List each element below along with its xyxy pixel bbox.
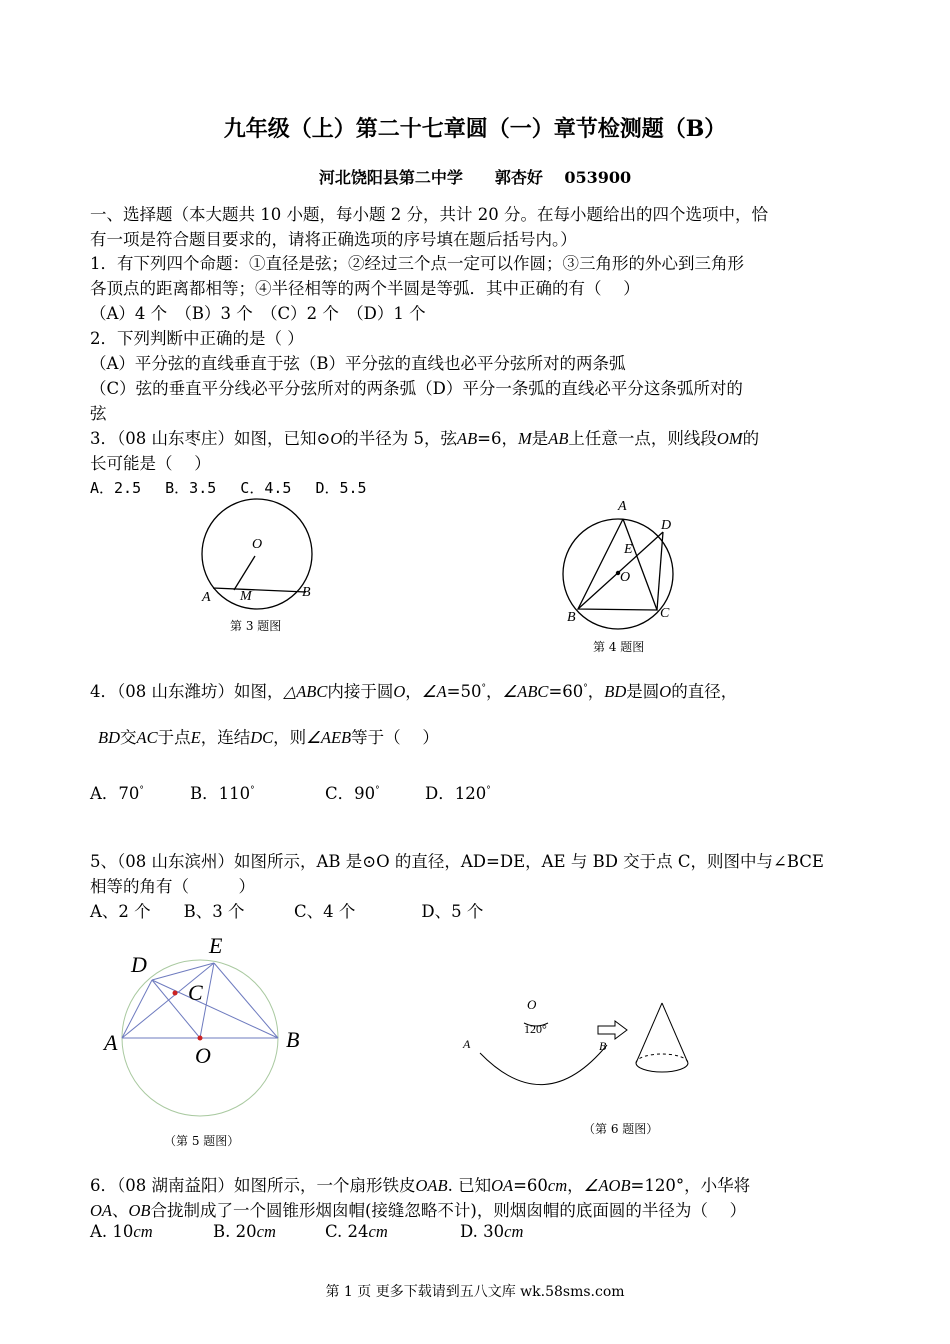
fig3-chord-ab [213,588,306,592]
page-title: 九年级（上）第二十七章圆（一）章节检测题（B） [223,116,727,142]
fig3-segment-om [234,556,255,590]
fig6-cone-base-back [636,1054,688,1063]
fig6-label-o: O [527,997,537,1012]
q4-option-c: C．90° [325,784,380,803]
fig5-point-o [198,1036,203,1041]
q2-line1: 2．下列判断中正确的是（ ） [90,329,304,348]
fig6-label-angle: 120° [524,1022,547,1036]
fig6-label-a: A [463,1037,471,1051]
q3-options: A．2.5 B．3.5 C．4.5 D．5.5 [90,479,367,497]
fig4-label-a: A [618,499,627,514]
q3-line1: 3．（08 山东枣庄）如图，已知⊙O的半径为 5，弦AB=6，M是AB上任意一点，则线段OM的 [90,429,760,448]
fig4-label-d: D [661,518,672,533]
fig6-cone-base-front [636,1063,688,1072]
fig3-label-a: A [202,590,211,605]
fig4-label-b: B [567,610,576,625]
figure-5 [120,960,290,1120]
section-intro-line2: 有一项是符合题目要求的，请将正确选项的序号填在题后括号内。） [90,230,577,249]
figure-6 [470,995,700,1105]
q4-option-a: A．70° [90,784,144,803]
fig5-label-d: D [131,952,147,977]
q4-line1: 4．（08 山东潍坊）如图，△ABC内接于圆O，∠A=50°，∠ABC=60°，BD是圆O的直径， [90,682,738,701]
fig3-label-m: M [240,589,252,604]
fig5-label-c: C [188,980,203,1005]
q5-line1: 5、（08 山东滨州）如图所示，AB 是⊙O 的直径，AD=DE，AE 与 BD 交于点 C，则图中与∠BCE [90,852,824,871]
q1-line1: 1．有下列四个命题：①直径是弦；②经过三个点一定可以作圆；③三角形的外心到三角形 [90,254,744,273]
fig5-label-a: A [104,1030,118,1055]
q6-line2: OA、OB合拢制成了一个圆锥形烟囱帽(接缝忽略不计)，则烟囱帽的底面圆的半径为（ ） [90,1201,747,1220]
q6-option-b: B. 20cm [213,1222,276,1241]
fig5-caption: （第 5 题图） [164,1134,240,1148]
fig5-label-b: B [286,1027,300,1052]
q4-option-d: D．120° [425,784,491,803]
fig4-label-e: E [624,542,633,557]
fig3-label-b: B [302,585,311,600]
q3-line2: 长可能是（ ） [90,454,211,473]
q6-option-d: D. 30cm [460,1222,524,1241]
fig6-label-b: B [599,1039,607,1053]
fig4-label-o: O [620,570,631,585]
q2-line3: （C）弦的垂直平分线必平分弦所对的两条弧（D）平分一条弧的直线必平分这条弧所对的 [90,379,743,398]
fig6-caption: （第 6 题图） [583,1122,659,1136]
fig4-chord-dc [657,532,663,610]
fig6-sector-arc [480,1045,607,1085]
fig5-chord-ad [122,980,152,1038]
q5-options: A、2 个 B、3 个 C、4 个 D、5 个 [90,902,484,921]
q4-option-b: B．110° [190,784,255,803]
page-footer: 第 1 页 更多下载请到五八文库 wk.58sms.com [325,1284,625,1300]
section-intro-line1: 一、选择题（本大题共 10 小题，每小题 2 分，共计 20 分。在每小题给出的四个选项中，恰 [90,205,768,224]
fig4-caption: 第 4 题图 [593,640,645,654]
fig5-point-c [173,991,178,996]
q5-line2: 相等的角有（ ） [90,877,255,896]
q1-options: （A）4 个 （B）3 个 （C）2 个 （D）1 个 [90,304,426,323]
fig5-chord-de [152,963,214,980]
fig4-label-c: C [660,606,670,621]
fig5-chord-db [152,980,278,1038]
fig3-circle [202,499,312,609]
q6-option-a: A. 10cm [90,1222,153,1241]
q6-option-c: C. 24cm [325,1222,388,1241]
fig5-label-e: E [209,933,223,958]
q1-line2: 各顶点的距离都相等；④半径相等的两个半圆是等弧．其中正确的有（ ） [90,279,640,298]
q4-line2: BD交AC于点E，连结DC，则∠AEB等于（ ） [98,728,439,747]
fig6-arrow-icon [598,1021,627,1039]
fig3-caption: 第 3 题图 [230,619,282,633]
page-subtitle: 河北饶阳县第二中学 郭杏好 053900 [318,168,632,187]
q6-line1: 6．（08 湖南益阳）如图所示，一个扇形铁皮OAB. 已知OA=60cm，∠AOB=120°，小华将 [90,1176,751,1195]
fig3-label-o: O [252,537,263,552]
q2-line4: 弦 [90,404,107,423]
fig5-label-o: O [195,1043,211,1068]
fig4-triangle-abc [578,519,657,610]
q2-line2: （A）平分弦的直线垂直于弦（B）平分弦的直线也必平分弦所对的两条弧 [90,354,626,373]
